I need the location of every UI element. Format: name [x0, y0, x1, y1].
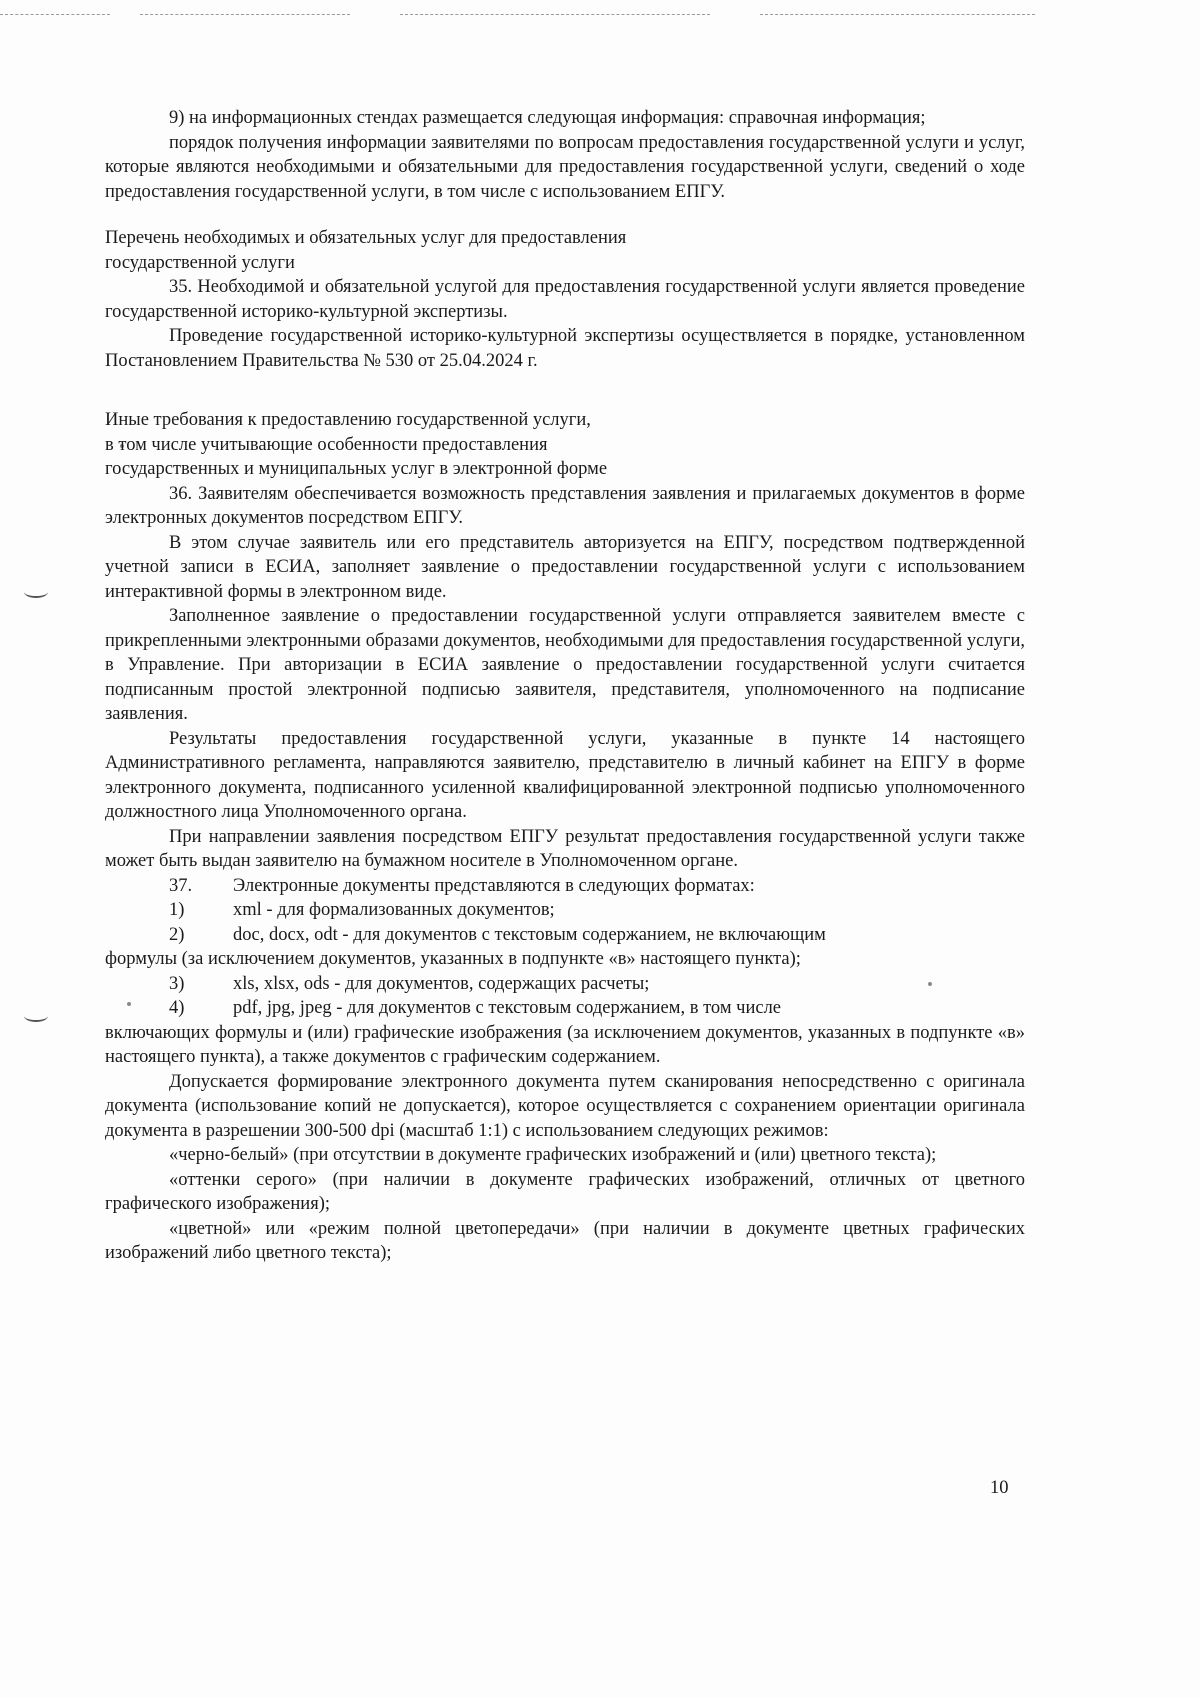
paragraph-expertise: Проведение государственной историко-культурной экспертизы осуществляется в порядке, установленном Постановлением Правительства № 530 от 25.04.2024 г.: [105, 326, 1025, 371]
item-text: xml - для формализованных документов;: [233, 900, 555, 920]
paragraph-info-stands: 9) на информационных стендах размещается следующая информация: справочная информация;: [169, 108, 926, 128]
paragraph-filled-application: Заполненное заявление о предоставлении государственной услуги отправляется заявителем вместе с прикрепленными электронными образами документов, необходимыми для предоставления государственной услуги, в Управление. При авторизации в ЕСИА заявление о предоставлении государственной услуги считается подписанным простой электронной подписью заявителя, представителя, уполномоченного на подписание заявления.: [105, 606, 1025, 724]
paragraph-37: [105, 874, 1025, 899]
item-number: 2): [169, 924, 185, 945]
paragraph-mode-bw: «черно-белый» (при отсутствии в документе графических изображений и (или) цветного текста);: [169, 1145, 937, 1165]
format-list-item: [105, 972, 1025, 997]
paragraph-procedure: порядок получения информации заявителями по вопросам предоставления государственной услуги и услуг, которые являются необходимыми и обязательными для предоставления государственной услуги, сведений о ходе предоставления государственной услуги, в том числе с использованием ЕПГУ.: [105, 132, 1025, 202]
scan-edge-line: [400, 14, 710, 15]
section-heading-required-services-line1: Перечень необходимых и обязательных услуг для предоставления: [105, 228, 627, 248]
paragraph-scanning: Допускается формирование электронного документа путем сканирования непосредственно с оригинала документа (использование копий не допускается), которое осуществляется с сохранением ориентации оригинала документа в разрешении 300-500 dpi (масштаб 1:1) с использованием следующих режимов:: [105, 1071, 1025, 1141]
paragraph-36: 36. Заявителям обеспечивается возможность представления заявления и прилагаемых документов в форме электронных документов посредством ЕПГУ.: [105, 483, 1025, 528]
paragraph-35: 35. Необходимой и обязательной услугой для предоставления государственной услуги является проведение государственной историко-культурной экспертизы.: [105, 277, 1025, 322]
paragraph-paper-result: При направлении заявления посредством ЕПГУ результат предоставления государственной услуги также может быть выдан заявителю на бумажном носителе в Уполномоченном органе.: [105, 826, 1025, 871]
format-list-item: [105, 898, 1025, 923]
item-continuation: включающих формулы и (или) графические изображения (за исключением документов, указанных в подпункте «в» настоящего пункта), а также документов с графическим содержанием.: [105, 1022, 1025, 1067]
paragraph-results: Результаты предоставления государственной услуги, указанные в пункте 14 настоящего Административного регламента, направляются заявителю, представителю в личный кабинет на ЕПГУ в форме электронного документа, подписанного усиленной квалифицированной электронной подписью уполномоченного должностного лица Уполномоченного органа.: [105, 728, 1025, 822]
scan-edge-line: [140, 14, 350, 15]
section-heading-required-services-line2: государственной услуги: [105, 252, 295, 273]
document-body: [105, 106, 1025, 1266]
format-list-item: [105, 923, 1025, 948]
item-text: doc, docx, odt - для документов с текстовым содержанием, не включающим: [233, 924, 826, 945]
scan-edge-line: [760, 14, 1035, 15]
item-number: 3): [169, 973, 185, 994]
item-number: 37.: [169, 875, 193, 896]
item-text: xls, xlsx, ods - для документов, содержащих расчеты;: [233, 973, 650, 994]
hole-punch-mark: [24, 1010, 48, 1022]
paragraph-mode-color: «цветной» или «режим полной цветопередачи» (при наличии в документе цветных графических изображений либо цветного текста);: [105, 1218, 1025, 1263]
section-heading-other-requirements-line1: Иные требования к предоставлению государственной услуги,: [105, 410, 591, 430]
scan-edge-line: [0, 14, 110, 15]
hole-punch-mark: [24, 586, 48, 598]
item-number: 4): [169, 998, 185, 1018]
section-heading-other-requirements-line2: в том числе учитывающие особенности предоставления: [105, 434, 548, 455]
item-text: Электронные документы представляются в следующих форматах:: [233, 875, 755, 896]
item-number: 1): [169, 900, 185, 920]
item-text: pdf, jpg, jpeg - для документов с текстовым содержанием, в том числе: [233, 998, 782, 1018]
format-list-item: [105, 996, 1025, 1021]
page-number: 10: [990, 1478, 1009, 1498]
paragraph-mode-grayscale: «оттенки серого» (при наличии в документе графических изображений, отличных от цветного графического изображения);: [105, 1169, 1025, 1214]
item-continuation: формулы (за исключением документов, указанных в подпункте «в» настоящего пункта);: [105, 949, 801, 969]
section-heading-other-requirements-line3: государственных и муниципальных услуг в электронной форме: [105, 459, 608, 479]
paragraph-authorization: В этом случае заявитель или его представитель авторизуется на ЕПГУ, посредством подтвержденной учетной записи в ЕСИА, заполняет заявление о предоставлении государственной услуги с использованием интерактивной формы в электронном виде.: [105, 532, 1025, 602]
